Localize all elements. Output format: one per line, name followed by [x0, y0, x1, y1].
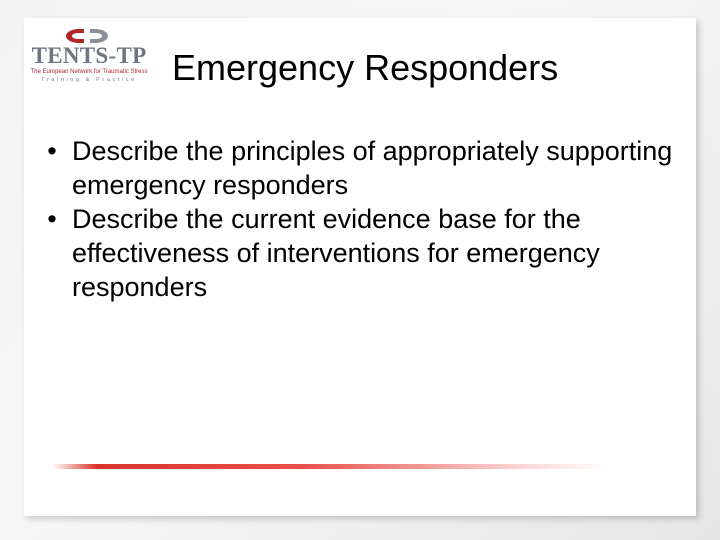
logo-subtitle: The European Network for Traumatic Stress: [30, 69, 148, 75]
logo-tagline: Training & Practice: [41, 77, 137, 83]
bullet-item: [34, 134, 684, 202]
bullet-text: Describe the current evidence base for the effectiveness of interventions for emergency responders: [72, 204, 600, 302]
tents-tp-logo: [26, 24, 152, 86]
bullet-text: Describe the principles of appropriately supporting emergency responders: [72, 136, 673, 200]
slide-title: Emergency Responders: [172, 47, 559, 88]
bullet-marker: •: [47, 204, 57, 234]
accent-divider: [52, 464, 612, 469]
logo-title: TENTS-TP: [31, 43, 147, 68]
bullet-item: [34, 202, 684, 304]
bullet-marker: •: [47, 136, 57, 166]
bullet-list: [34, 134, 684, 304]
